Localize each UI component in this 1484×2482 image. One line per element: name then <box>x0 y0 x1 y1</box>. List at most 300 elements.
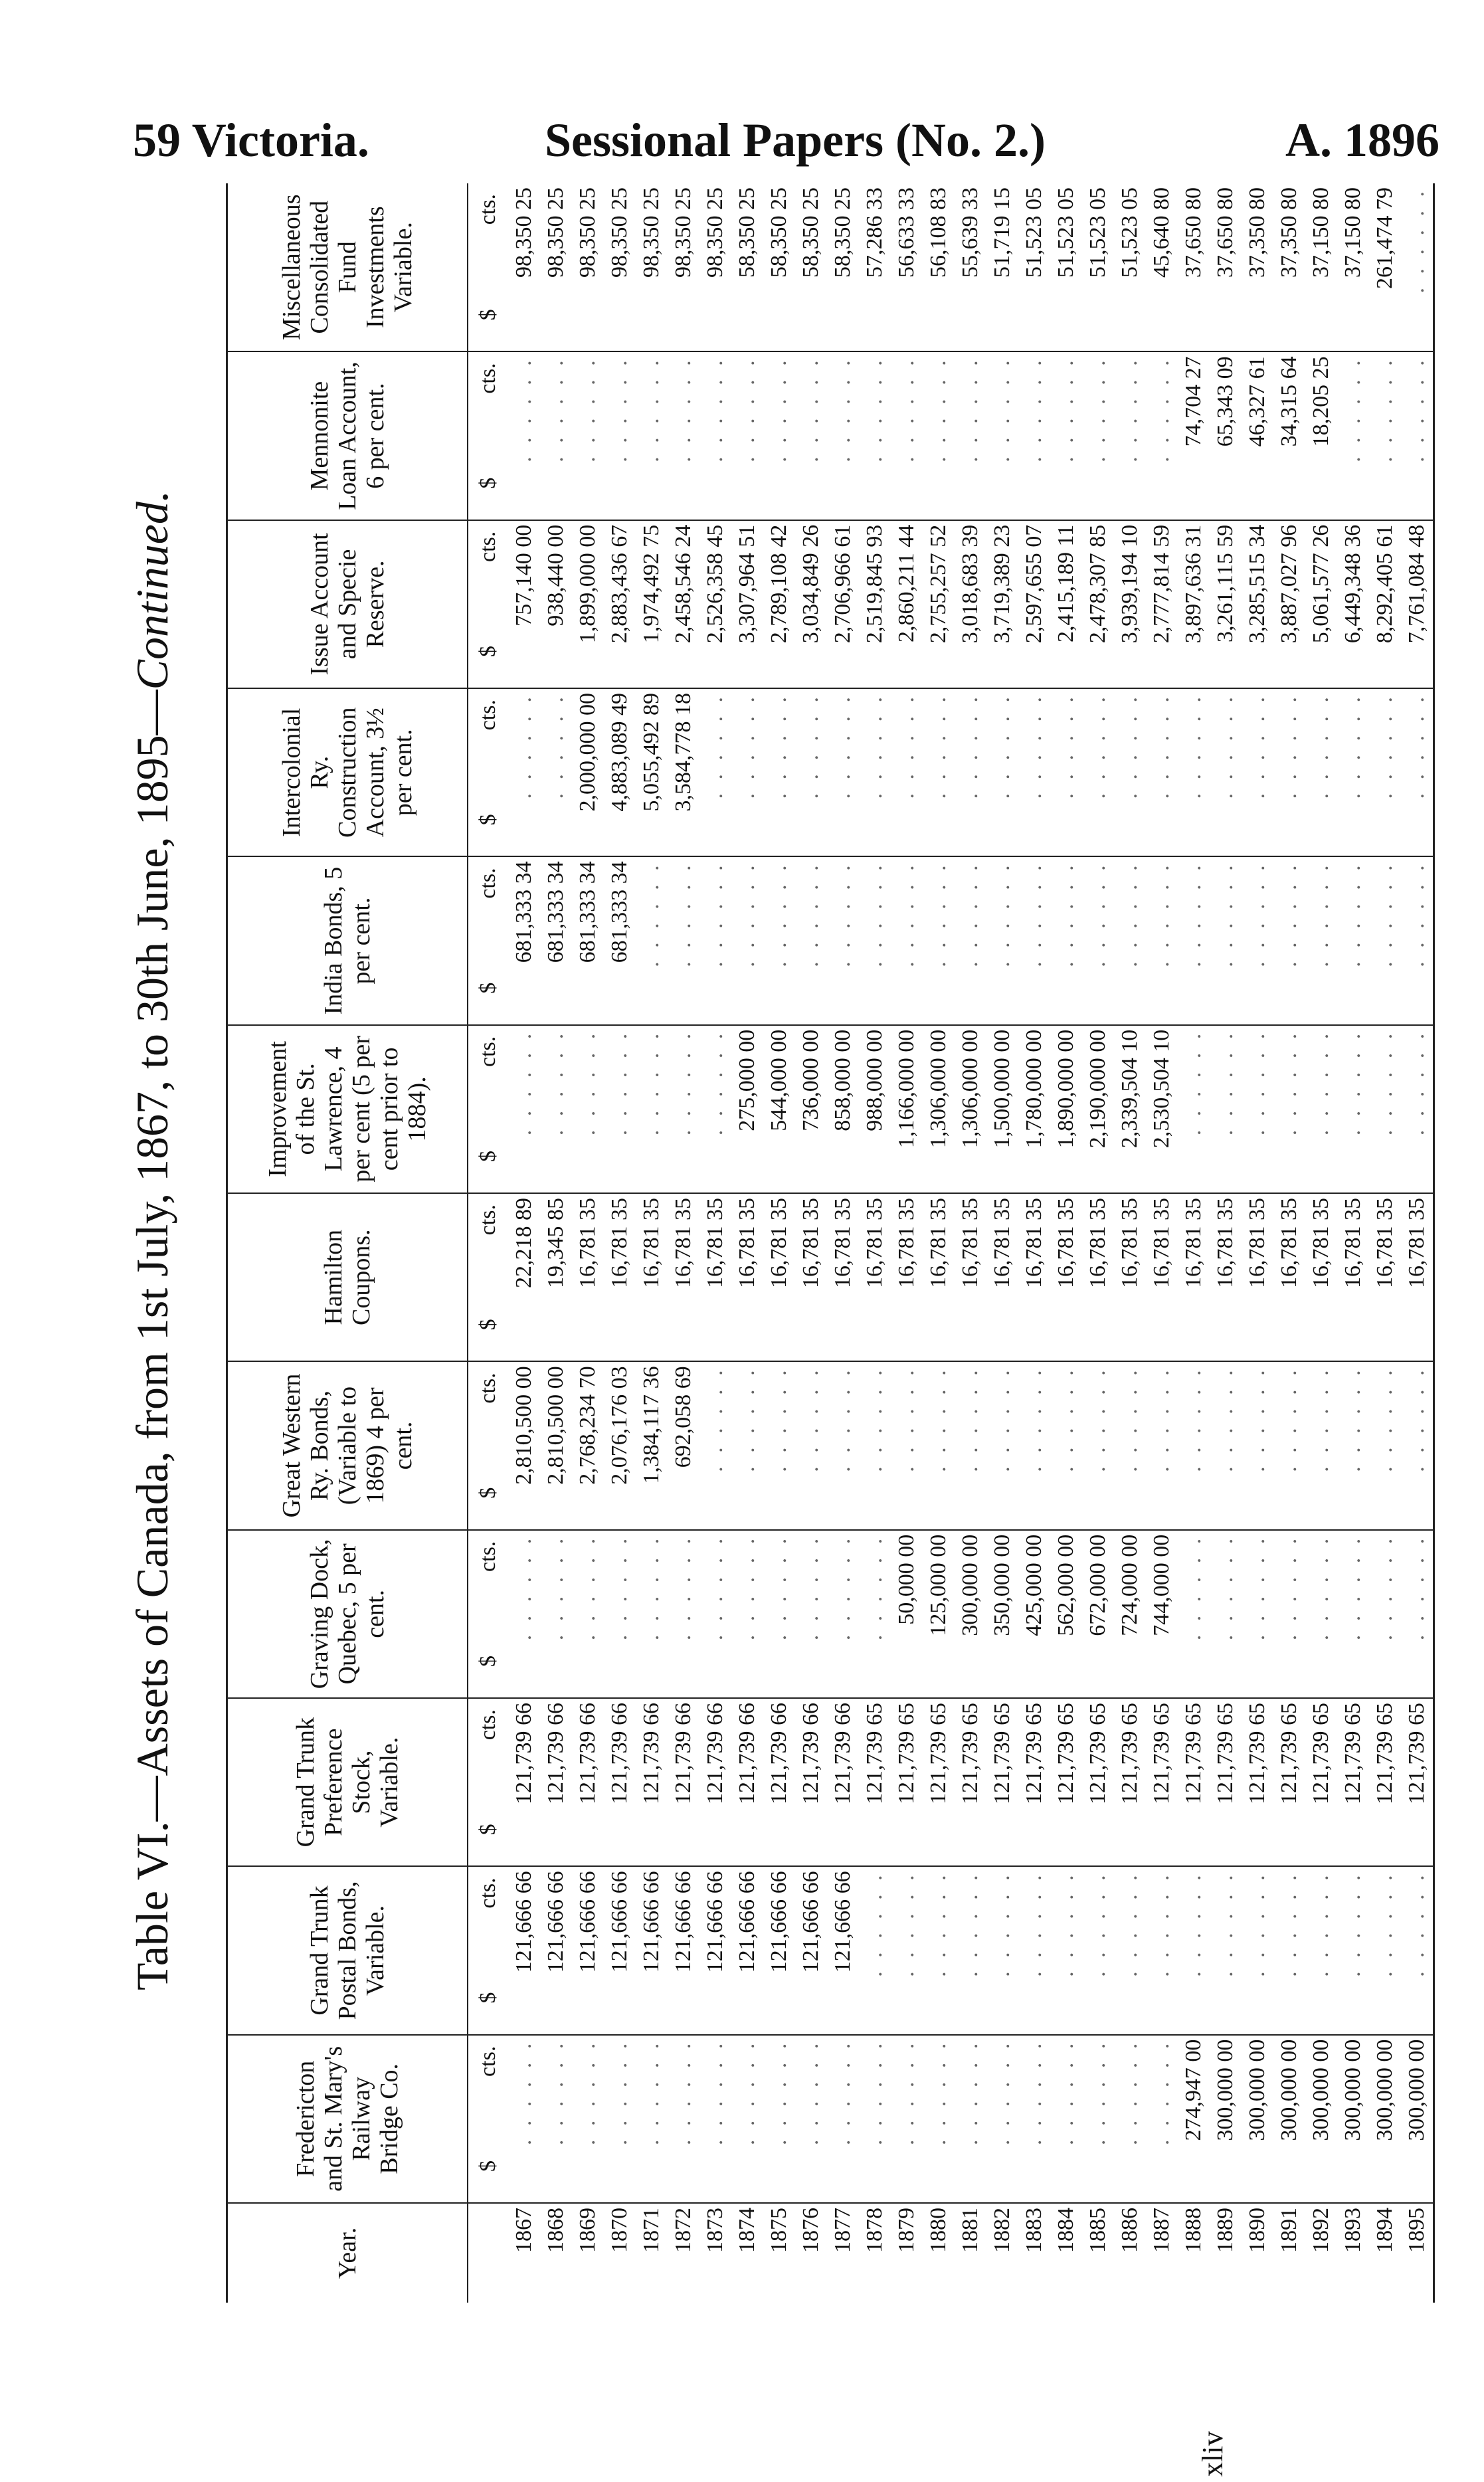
value-cell: 6,449,348 36 <box>1341 524 1365 644</box>
year-label-cell: 1891 <box>1277 2208 1301 2253</box>
units-cell <box>468 856 508 1024</box>
year-label-cell: 1884 <box>1054 2208 1078 2253</box>
value-cell: . . . . . . <box>767 1366 791 1472</box>
value-cell: 125,000 00 <box>926 1534 951 1636</box>
value-cell: 16,781 35 <box>1404 1198 1429 1289</box>
value-cell: 300,000 00 <box>1213 2039 1238 2141</box>
value-cell: . . . . . . <box>1149 1366 1174 1472</box>
value-cell: . . . . . . <box>767 1534 791 1641</box>
value-cell: . . . . . . <box>767 2039 791 2146</box>
value-cell: . . . . . . <box>1181 1534 1206 1641</box>
cents-unit: cts. <box>476 1204 500 1236</box>
dollar-unit: $ <box>476 1656 500 1668</box>
value-cell: . . . . . . <box>1085 693 1110 799</box>
value-cell: 988,000 00 <box>862 1029 887 1131</box>
value-cell: . . . . . . <box>639 1029 664 1136</box>
year-label-cell: 1876 <box>798 2208 823 2253</box>
assets-table <box>226 183 1435 2303</box>
value-cell: 2,000,000 00 <box>575 693 600 812</box>
value-cell: . . . . . . <box>1404 356 1429 462</box>
value-cell: . . . . . . <box>958 693 982 799</box>
value-cell: . . . . . . <box>639 2039 664 2146</box>
value-cell: . . . . . . <box>862 2039 887 2146</box>
cents-unit: cts. <box>476 868 500 899</box>
value-cell: 121,739 66 <box>575 1703 600 1805</box>
value-cell: . . . . . . <box>1149 861 1174 967</box>
value-cell: 121,666 66 <box>543 1871 568 1973</box>
value-cell: . . . . . . <box>830 1534 855 1641</box>
value-cell: . . . . . . <box>639 1534 664 1641</box>
value-cell: 16,781 35 <box>703 1198 727 1289</box>
value-cell: 3,307,964 51 <box>735 524 759 644</box>
value-cell: . . . . . . <box>511 693 536 799</box>
year-label-cell: 1882 <box>990 2208 1014 2253</box>
value-cell: 744,000 00 <box>1149 1534 1174 1636</box>
value-cell: . . . . . . <box>735 1366 759 1472</box>
column-header: Grand Trunk Postal Bonds, Variable. <box>227 1866 468 2034</box>
value-cell: . . . . . . <box>1404 1871 1429 1977</box>
cents-unit: cts. <box>476 700 500 731</box>
value-cell: 938,440 00 <box>543 524 568 626</box>
value-cell: . . . . . . <box>735 2039 759 2146</box>
value-cell: 74,704 27 <box>1181 356 1206 447</box>
value-cell: . . . . . . <box>1085 356 1110 462</box>
value-cell: 121,739 66 <box>735 1703 759 1805</box>
value-cell: 16,781 35 <box>639 1198 664 1289</box>
value-cell: . . . . . . <box>1054 861 1078 967</box>
value-cell: . . . . . . <box>1404 1534 1429 1641</box>
value-cell: 681,333 34 <box>607 861 632 963</box>
value-cell: 121,739 65 <box>1341 1703 1365 1805</box>
value-cell: . . . . . . <box>1372 1871 1397 1977</box>
value-cell: 51,523 05 <box>1022 187 1046 278</box>
column-header: Graving Dock, Quebec, 5 per cent. <box>227 1530 468 1698</box>
value-cell: . . . . . . <box>1213 1871 1238 1977</box>
value-cell: 98,350 25 <box>543 187 568 278</box>
units-year-cell <box>468 2203 508 2303</box>
column-header: Improvement of the St. Lawrence, 4 per cent (5 per cent prior to 1884). <box>227 1025 468 1193</box>
column-header: Grand Trunk Preference Stock, Variable. <box>227 1698 468 1866</box>
value-cell: . . . . . . <box>639 356 664 462</box>
value-cell: 121,666 66 <box>511 1871 536 1973</box>
value-cell: . . . . . . <box>798 1366 823 1472</box>
value-cell: 121,666 66 <box>767 1871 791 1973</box>
dollar-unit: $ <box>476 2160 500 2172</box>
year-label-cell: 1883 <box>1022 2208 1046 2253</box>
value-column <box>508 688 1434 856</box>
value-cell: . . . . . . <box>1117 1871 1142 1977</box>
value-cell: . . . . . . <box>703 1366 727 1472</box>
value-cell: 5,055,492 89 <box>639 693 664 812</box>
value-cell: . . . . . . <box>990 1871 1014 1977</box>
value-cell: . . . . . . <box>958 1366 982 1472</box>
value-cell: . . . . . . <box>1277 1871 1301 1977</box>
value-cell: . . . . . . <box>862 861 887 967</box>
units-cell <box>468 1698 508 1866</box>
value-cell: 55,639 33 <box>958 187 982 278</box>
value-cell: 22,218 89 <box>511 1198 536 1289</box>
value-cell: 121,739 66 <box>639 1703 664 1805</box>
column-header: Great Western Ry. Bonds, (Variable to 1869) 4 per cent. <box>227 1361 468 1529</box>
value-cell: . . . . . . <box>1309 861 1333 967</box>
value-cell: 2,530,504 10 <box>1149 1029 1174 1149</box>
year-label-cell: 1888 <box>1181 2208 1206 2253</box>
value-cell: . . . . . . <box>862 356 887 462</box>
value-cell: . . . . . . <box>1245 693 1269 799</box>
year-label-cell: 1890 <box>1245 2208 1269 2253</box>
value-cell: 98,350 25 <box>575 187 600 278</box>
value-cell: . . . . . . <box>1341 1029 1365 1136</box>
value-cell: . . . . . . <box>543 1029 568 1136</box>
year-column <box>508 2203 1434 2303</box>
value-cell: . . . . . . <box>1181 1366 1206 1472</box>
value-cell: . . . . . . <box>894 1871 919 1977</box>
value-cell: . . . . . . <box>990 693 1014 799</box>
value-cell: . . . . . . <box>1181 1871 1206 1977</box>
value-cell: 681,333 34 <box>543 861 568 963</box>
value-cell: 3,939,194 10 <box>1117 524 1142 644</box>
cents-unit: cts. <box>476 1373 500 1404</box>
year-label-cell: 1873 <box>703 2208 727 2253</box>
value-cell: . . . . . . <box>926 693 951 799</box>
column-header: Fredericton and St. Mary's Railway Bridge Co. <box>227 2035 468 2203</box>
value-cell: 1,890,000 00 <box>1054 1029 1078 1149</box>
value-cell: . . . . . . <box>894 2039 919 2146</box>
value-cell: . . . . . . <box>703 693 727 799</box>
value-cell: . . . . . . <box>1309 693 1333 799</box>
value-cell: 121,739 65 <box>1022 1703 1046 1805</box>
value-cell: 1,974,492 75 <box>639 524 664 644</box>
value-cell: . . . . . . <box>830 861 855 967</box>
value-cell: . . . . . . <box>1181 1029 1206 1136</box>
value-cell: . . . . . . <box>958 861 982 967</box>
value-cell: . . . . . . <box>735 861 759 967</box>
value-cell: . . . . . . <box>543 356 568 462</box>
value-cell: . . . . . . <box>1341 861 1365 967</box>
value-cell: . . . . . . <box>1341 1871 1365 1977</box>
value-cell: . . . . . . <box>703 861 727 967</box>
value-cell: 2,789,108 42 <box>767 524 791 644</box>
value-cell: . . . . . . <box>1117 1366 1142 1472</box>
cents-unit: cts. <box>476 531 500 562</box>
value-column <box>508 2035 1434 2203</box>
value-cell: 121,739 65 <box>1149 1703 1174 1805</box>
value-cell: 121,739 65 <box>1372 1703 1397 1805</box>
value-cell: . . . . . . <box>1277 1029 1301 1136</box>
value-cell: 121,666 66 <box>798 1871 823 1973</box>
column-header: Hamilton Coupons. <box>227 1193 468 1361</box>
value-cell: . . . . . . <box>1149 356 1174 462</box>
value-cell: 3,584,778 18 <box>671 693 696 812</box>
value-cell: 98,350 25 <box>511 187 536 278</box>
value-cell: 300,000 00 <box>958 1534 982 1636</box>
value-cell: . . . . . . <box>1022 2039 1046 2146</box>
year-label-cell: 1880 <box>926 2208 951 2253</box>
value-cell: 16,781 35 <box>894 1198 919 1289</box>
value-cell: 2,478,307 85 <box>1085 524 1110 644</box>
value-cell: 98,350 25 <box>639 187 664 278</box>
value-cell: . . . . . . <box>1404 693 1429 799</box>
value-cell: . . . . . . <box>1245 1029 1269 1136</box>
value-cell: . . . . . . <box>607 1029 632 1136</box>
value-cell: 2,190,000 00 <box>1085 1029 1110 1149</box>
value-cell: 121,739 66 <box>671 1703 696 1805</box>
value-cell: 121,739 65 <box>958 1703 982 1805</box>
value-cell: 121,666 66 <box>830 1871 855 1973</box>
value-cell: . . . . . . <box>575 356 600 462</box>
value-cell: . . . . . . <box>671 356 696 462</box>
value-cell: 16,781 35 <box>1245 1198 1269 1289</box>
year-label-cell: 1874 <box>735 2208 759 2253</box>
value-cell: 121,666 66 <box>735 1871 759 1973</box>
value-cell: . . . . . . <box>926 861 951 967</box>
value-cell: 2,415,189 11 <box>1054 524 1078 642</box>
year-label-cell: 1869 <box>575 2208 600 2253</box>
value-cell: . . . . . . <box>798 693 823 799</box>
value-cell: 3,018,683 39 <box>958 524 982 644</box>
year-label-cell: 1895 <box>1404 2208 1429 2253</box>
value-cell: . . . . . . <box>894 1366 919 1472</box>
units-cell <box>468 520 508 688</box>
value-cell: . . . . . . <box>1054 2039 1078 2146</box>
value-cell: 2,458,546 24 <box>671 524 696 644</box>
value-cell: . . . . . . <box>798 356 823 462</box>
value-column <box>508 1193 1434 1361</box>
value-column <box>508 1361 1434 1529</box>
cents-unit: cts. <box>476 1541 500 1572</box>
year-label-cell: 1887 <box>1149 2208 1174 2253</box>
value-cell: . . . . . . <box>862 1366 887 1472</box>
value-cell: . . . . . . <box>543 693 568 799</box>
value-cell: . . . . . . <box>671 1534 696 1641</box>
value-cell: 8,292,405 61 <box>1372 524 1397 644</box>
value-cell: . . . . . . <box>703 1534 727 1641</box>
value-cell: . . . . . . <box>735 356 759 462</box>
value-cell: 16,781 35 <box>1277 1198 1301 1289</box>
value-cell: . . . . . . <box>1309 1534 1333 1641</box>
value-cell: 121,739 65 <box>1085 1703 1110 1805</box>
value-cell: 37,350 80 <box>1245 187 1269 278</box>
value-cell: 16,781 35 <box>1213 1198 1238 1289</box>
value-cell: . . . . . . <box>543 1534 568 1641</box>
value-cell: 121,739 65 <box>1309 1703 1333 1805</box>
value-cell: . . . . . . <box>1085 1366 1110 1472</box>
year-label-cell: 1870 <box>607 2208 632 2253</box>
value-cell: 121,666 66 <box>639 1871 664 1973</box>
value-cell: 300,000 00 <box>1372 2039 1397 2141</box>
value-cell: . . . . . . <box>830 356 855 462</box>
value-cell: 1,384,117 36 <box>639 1366 664 1484</box>
value-cell: 18,205 25 <box>1309 356 1333 447</box>
value-cell: 16,781 35 <box>958 1198 982 1289</box>
year-label-cell: 1867 <box>511 2208 536 2253</box>
value-cell: 16,781 35 <box>575 1198 600 1289</box>
units-cell <box>468 1866 508 2034</box>
value-cell: . . . . . . <box>1245 1871 1269 1977</box>
value-column <box>508 1698 1434 1866</box>
value-cell: 16,781 35 <box>1149 1198 1174 1289</box>
value-cell: . . . . . . <box>1022 356 1046 462</box>
value-cell: 58,350 25 <box>830 187 855 278</box>
value-cell: 121,666 66 <box>703 1871 727 1973</box>
cents-unit: cts. <box>476 1036 500 1067</box>
value-cell: . . . . . . <box>1372 861 1397 967</box>
value-cell: 3,034,849 26 <box>798 524 823 644</box>
value-cell: . . . . . . <box>958 1871 982 1977</box>
value-cell: . . . . . . <box>767 693 791 799</box>
table-title-continued: Continued. <box>127 490 177 690</box>
year-label: A. 1896 <box>1285 114 1439 167</box>
value-cell: . . . . . . <box>1213 1029 1238 1136</box>
value-cell: . . . . . . <box>1404 1029 1429 1136</box>
value-cell: . . . . . . <box>735 1534 759 1641</box>
value-cell: 50,000 00 <box>894 1534 919 1625</box>
value-cell: 3,261,115 59 <box>1213 524 1238 642</box>
value-cell: . . . . . . <box>1149 1871 1174 1977</box>
value-cell: 300,000 00 <box>1341 2039 1365 2141</box>
value-cell: . . . . . . <box>1245 1534 1269 1641</box>
value-cell: . . . . . . <box>767 861 791 967</box>
value-cell: 45,640 80 <box>1149 187 1174 278</box>
value-cell: 274,947 00 <box>1181 2039 1206 2141</box>
value-cell: . . . . . . <box>1022 693 1046 799</box>
value-cell: . . . . . . <box>511 1029 536 1136</box>
value-cell: . . . . . . <box>543 2039 568 2146</box>
value-cell: 1,166,000 00 <box>894 1029 919 1149</box>
value-cell: 121,739 65 <box>990 1703 1014 1805</box>
units-cell <box>468 1193 508 1361</box>
value-cell: 1,500,000 00 <box>990 1029 1014 1149</box>
units-cell <box>468 2035 508 2203</box>
value-cell: 51,523 05 <box>1085 187 1110 278</box>
value-cell: 1,306,000 00 <box>926 1029 951 1149</box>
value-cell: 16,781 35 <box>607 1198 632 1289</box>
year-label-cell: 1886 <box>1117 2208 1142 2253</box>
value-cell: 16,781 35 <box>1372 1198 1397 1289</box>
value-cell: . . . . . . <box>894 693 919 799</box>
value-cell: . . . . . . <box>990 861 1014 967</box>
value-cell: . . . . . . <box>990 2039 1014 2146</box>
year-label-cell: 1893 <box>1341 2208 1365 2253</box>
value-column <box>508 351 1434 520</box>
value-cell: 2,777,814 59 <box>1149 524 1174 644</box>
value-cell: . . . . . . <box>1404 187 1429 294</box>
units-cell <box>468 1025 508 1193</box>
value-cell: . . . . . . <box>607 1534 632 1641</box>
value-cell: 724,000 00 <box>1117 1534 1142 1636</box>
value-cell: 2,860,211 44 <box>894 524 919 642</box>
value-cell: 121,666 66 <box>671 1871 696 1973</box>
value-cell: . . . . . . <box>1149 693 1174 799</box>
units-cell <box>468 351 508 520</box>
value-cell: 681,333 34 <box>575 861 600 963</box>
year-label-cell: 1894 <box>1372 2208 1397 2253</box>
units-cell <box>468 688 508 856</box>
value-cell: 2,810,500 00 <box>543 1366 568 1485</box>
value-cell: . . . . . . <box>798 2039 823 2146</box>
year-label-cell: 1889 <box>1213 2208 1238 2253</box>
value-cell: 98,350 25 <box>703 187 727 278</box>
value-cell: 121,739 66 <box>798 1703 823 1805</box>
value-cell: . . . . . . <box>1085 1871 1110 1977</box>
value-cell: 261,474 79 <box>1372 187 1397 289</box>
column-header: Intercolonial Ry. Construction Account, 3½ per cent. <box>227 688 468 856</box>
value-cell: 300,000 00 <box>1309 2039 1333 2141</box>
year-label-cell: 1892 <box>1309 2208 1333 2253</box>
value-cell: . . . . . . <box>703 356 727 462</box>
value-cell: 16,781 35 <box>926 1198 951 1289</box>
value-cell: 544,000 00 <box>767 1029 791 1131</box>
value-cell: 16,781 35 <box>767 1198 791 1289</box>
value-cell: 51,523 05 <box>1054 187 1078 278</box>
value-cell: . . . . . . <box>1277 693 1301 799</box>
value-cell: 16,781 35 <box>1022 1198 1046 1289</box>
value-cell: . . . . . . <box>926 1871 951 1977</box>
value-cell: . . . . . . <box>1404 861 1429 967</box>
value-cell: 350,000 00 <box>990 1534 1014 1636</box>
value-cell: . . . . . . <box>767 356 791 462</box>
value-cell: 16,781 35 <box>1054 1198 1078 1289</box>
value-cell: . . . . . . <box>862 1534 887 1641</box>
value-cell: 121,739 65 <box>1181 1703 1206 1805</box>
value-cell: 7,761,084 48 <box>1404 524 1429 644</box>
value-cell: . . . . . . <box>1117 356 1142 462</box>
value-cell: . . . . . . <box>1213 1366 1238 1472</box>
dollar-unit: $ <box>476 1151 500 1163</box>
value-cell: 58,350 25 <box>767 187 791 278</box>
value-cell: . . . . . . <box>894 356 919 462</box>
value-cell: 681,333 34 <box>511 861 536 963</box>
value-cell: . . . . . . <box>703 1029 727 1136</box>
value-cell: 16,781 35 <box>1309 1198 1333 1289</box>
value-cell: . . . . . . <box>1341 1534 1365 1641</box>
value-cell: 1,306,000 00 <box>958 1029 982 1149</box>
year-label-cell: 1875 <box>767 2208 791 2253</box>
table-body-row <box>508 183 1434 2303</box>
column-header: Miscellaneous Consolidated Fund Investments Variable. <box>227 183 468 351</box>
value-cell: 1,780,000 00 <box>1022 1029 1046 1149</box>
value-cell: 121,739 65 <box>1245 1703 1269 1805</box>
value-cell: . . . . . . <box>1277 1366 1301 1472</box>
value-column <box>508 1866 1434 2034</box>
value-cell: . . . . . . <box>926 2039 951 2146</box>
dollar-unit: $ <box>476 646 500 658</box>
value-cell: . . . . . . <box>735 693 759 799</box>
value-cell: 121,739 65 <box>894 1703 919 1805</box>
value-cell: 56,633 33 <box>894 187 919 278</box>
dollar-unit: $ <box>476 982 500 994</box>
year-label-cell: 1877 <box>830 2208 855 2253</box>
value-cell: . . . . . . <box>639 861 664 967</box>
value-cell: . . . . . . <box>1149 2039 1174 2146</box>
value-cell: 121,739 65 <box>1404 1703 1429 1805</box>
column-header: India Bonds, 5 per cent. <box>227 856 468 1024</box>
value-cell: . . . . . . <box>798 861 823 967</box>
value-cell: 37,650 80 <box>1213 187 1238 278</box>
value-cell: . . . . . . <box>575 1534 600 1641</box>
value-cell: . . . . . . <box>1181 861 1206 967</box>
units-cell <box>468 1530 508 1698</box>
value-cell: . . . . . . <box>1213 1534 1238 1641</box>
value-cell: 98,350 25 <box>671 187 696 278</box>
value-cell: 2,076,176 03 <box>607 1366 632 1485</box>
value-cell: . . . . . . <box>607 356 632 462</box>
cents-unit: cts. <box>476 1709 500 1741</box>
value-cell: 2,810,500 00 <box>511 1366 536 1485</box>
value-cell: . . . . . . <box>1309 1029 1333 1136</box>
value-cell: 37,650 80 <box>1181 187 1206 278</box>
value-cell: . . . . . . <box>1117 693 1142 799</box>
